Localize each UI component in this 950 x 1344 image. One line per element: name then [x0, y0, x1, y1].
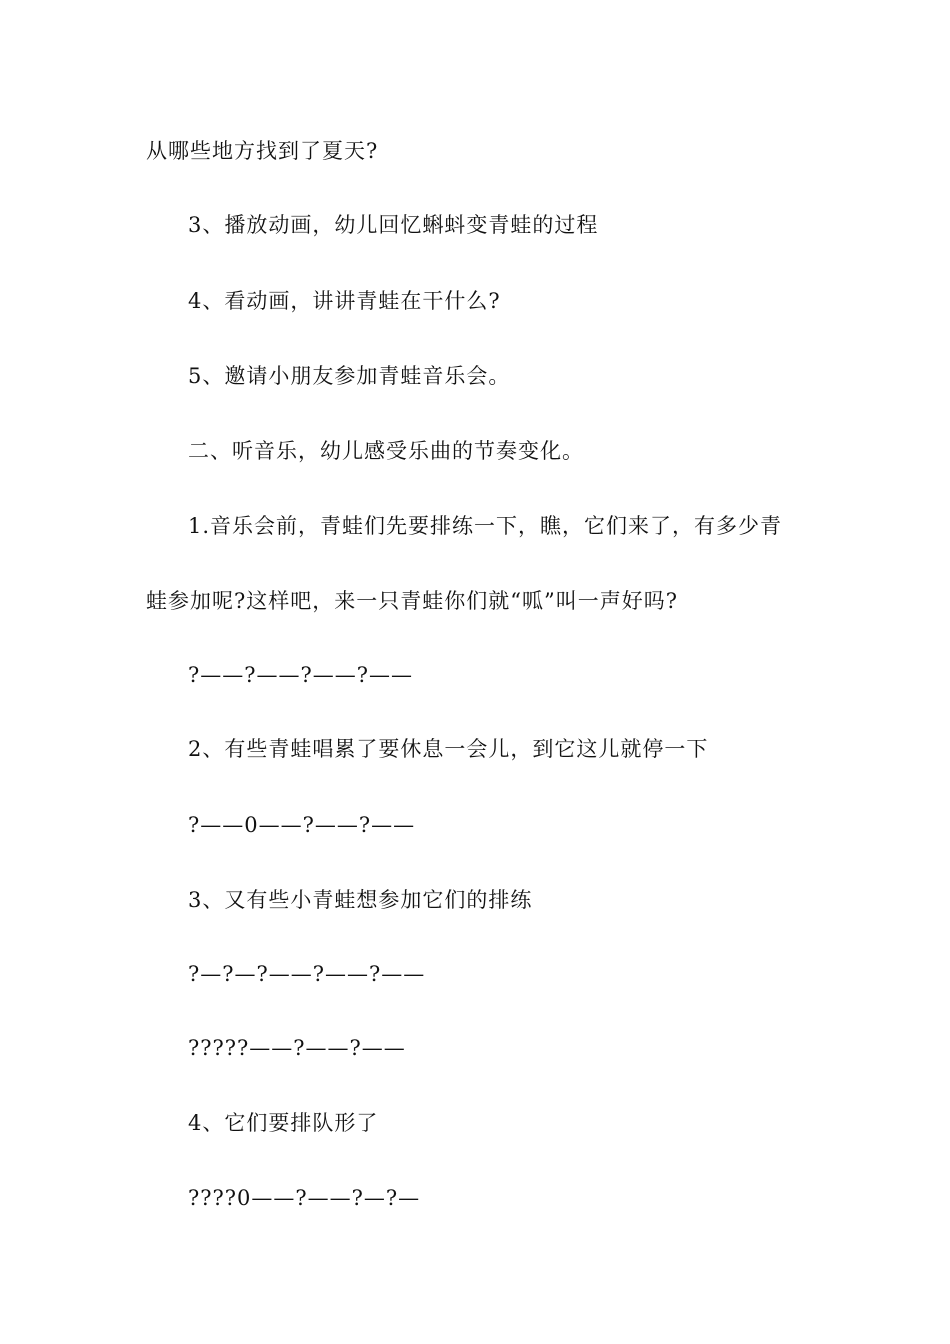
rhythm-pattern-1: ?——?——?——?——: [188, 663, 414, 687]
step-4-watch-animation: 4、看动画，讲讲青蛙在干什么?: [188, 289, 501, 313]
step-2-rest-text: 2、有些青蛙唱累了要休息一会儿，到它这儿就停一下: [188, 737, 709, 761]
step-3-play-animation: 3、播放动画，幼儿回忆蝌蚪变青蛙的过程: [188, 213, 599, 237]
step-1-rehearsal-text: 1.音乐会前，青蛙们先要排练一下，瞧，它们来了，有多少青: [188, 514, 783, 538]
rhythm-pattern-4: ????0——?——?—?—: [188, 1186, 421, 1210]
rhythm-pattern-2: ?——0——?——?——: [188, 813, 416, 837]
section-heading-listen-music: 二、听音乐，幼儿感受乐曲的节奏变化。: [188, 439, 584, 463]
rhythm-pattern-3b: ?????——?——?——: [188, 1036, 406, 1060]
rhythm-pattern-3a: ?—?—?——?——?——: [188, 962, 426, 986]
text-line-continuation: 从哪些地方找到了夏天?: [146, 139, 379, 163]
step-1-rehearsal-text-continued: 蛙参加呢?这样吧，来一只青蛙你们就“呱”叫一声好吗?: [146, 589, 678, 613]
step-3-join-rehearsal-text: 3、又有些小青蛙想参加它们的排练: [188, 888, 533, 912]
step-4-formation-text: 4、它们要排队形了: [188, 1111, 379, 1135]
step-5-invite-children: 5、邀请小朋友参加青蛙音乐会。: [188, 364, 511, 388]
